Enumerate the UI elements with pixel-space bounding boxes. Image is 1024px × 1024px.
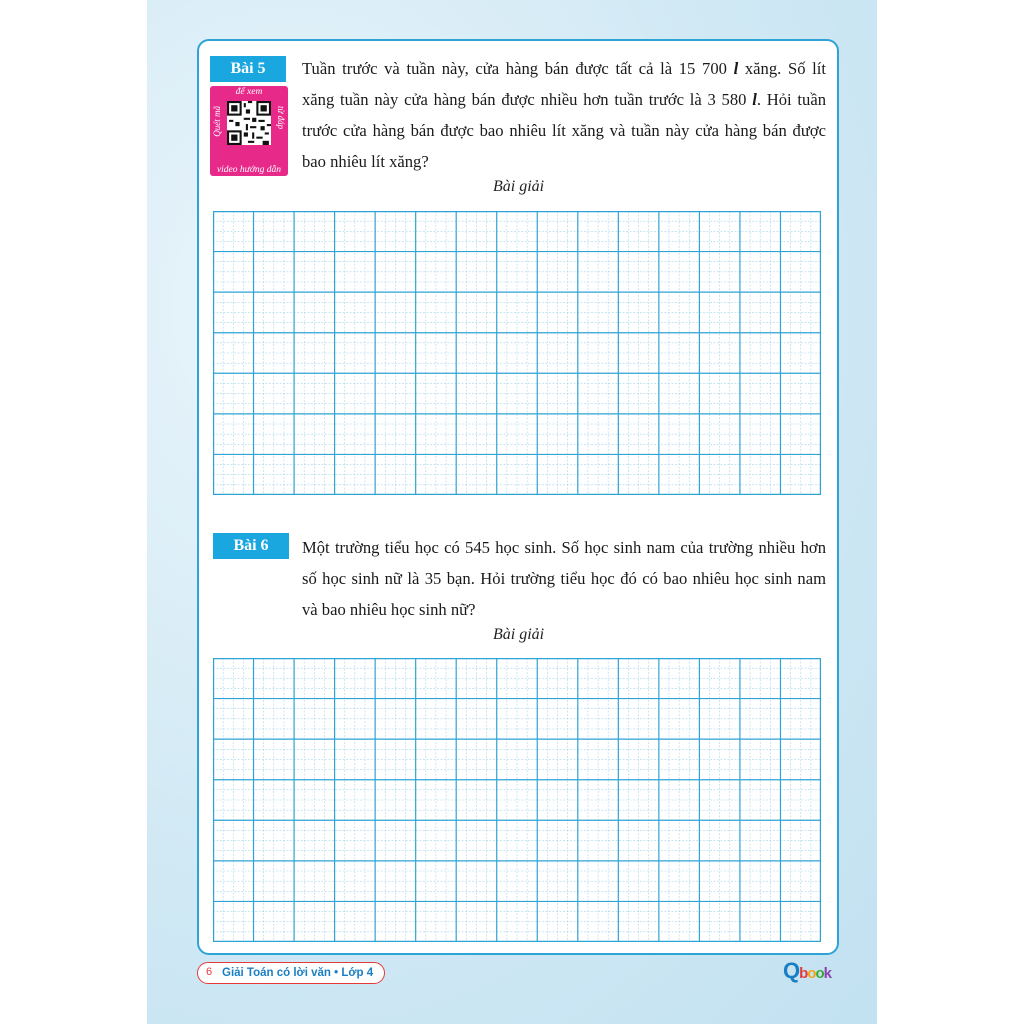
- qbook-logo: [783, 958, 831, 984]
- unit-liter: l: [752, 90, 757, 109]
- qr-bottom-label: video hướng dẫn: [216, 165, 282, 175]
- qr-top-label: để xem: [235, 87, 263, 97]
- problem-6-solution-heading: Bài giải: [493, 626, 545, 643]
- logo-letter: o: [815, 965, 824, 982]
- problem-line: số học sinh nữ là 35 bạn. Hỏi trường tiểu học đó có bao nhiêu học sinh nam: [302, 569, 826, 588]
- page-number: 6: [205, 966, 213, 978]
- problem-5-answer-grid[interactable]: [213, 211, 821, 495]
- problem-6-answer-grid[interactable]: [213, 658, 821, 942]
- problem-6-text: [302, 532, 826, 625]
- problem-line: và bao nhiêu học sinh nữ?: [302, 600, 476, 619]
- logo-letter: k: [823, 965, 831, 982]
- problem-line: trước cửa hàng bán được bao nhiêu lít xăng và tuần này cửa hàng bán được: [302, 121, 826, 140]
- logo-letter: b: [799, 965, 808, 982]
- logo-letter: Q: [783, 958, 800, 983]
- problem-line: Một trường tiểu học có 545 học sinh. Số học sinh nam của trường nhiều hơn: [302, 538, 826, 557]
- problem-5-badge: Bài 5: [210, 56, 286, 82]
- unit-liter: l: [733, 59, 739, 78]
- problem-line: Tuần trước và tuần này, cửa hàng bán được tất cả là 15 700 l xăng. Số lít: [302, 59, 826, 78]
- problem-line: xăng tuần này cửa hàng bán được nhiều hơn tuần trước là 3 580 l. Hỏi tuần: [302, 90, 826, 109]
- logo-letter: o: [807, 965, 816, 982]
- problem-5-solution-heading: Bài giải: [493, 178, 545, 195]
- footer-title: Giải Toán có lời văn • Lớp 4: [222, 967, 374, 979]
- qr-right-label: từ đáp: [276, 106, 286, 130]
- problem-5-text: [302, 53, 826, 177]
- qr-code-icon: [227, 101, 271, 145]
- qr-left-label: Quét mã: [212, 106, 222, 137]
- problem-line: bao nhiêu lít xăng?: [302, 152, 429, 171]
- qr-code-panel[interactable]: [210, 86, 288, 176]
- footer-title-pill: [197, 962, 385, 984]
- problem-6-badge: Bài 6: [213, 533, 289, 559]
